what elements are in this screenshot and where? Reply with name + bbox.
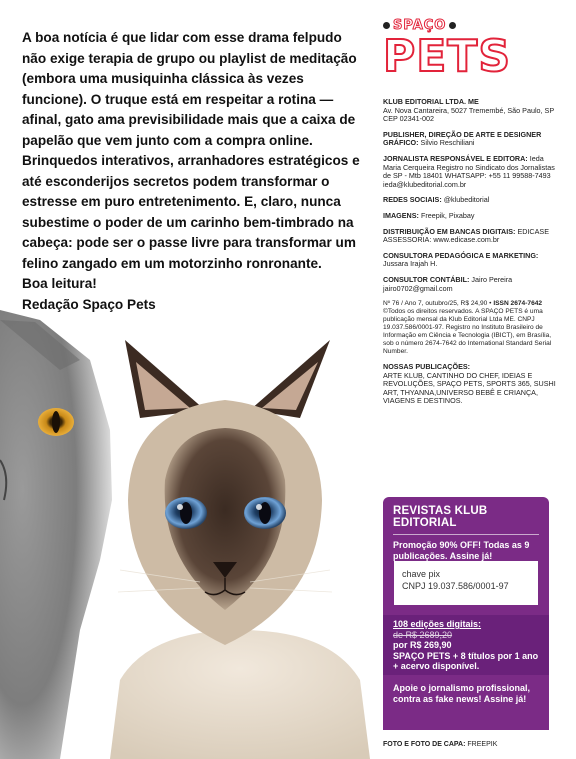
logo-top-word: SPAÇO — [393, 17, 447, 33]
accountant-value: Jairo Pereira jairo0702@gmail.com — [383, 274, 513, 293]
intro-text: A boa notícia é que lidar com esse drama felpudo não exige terapia de grupo ou playlist de meditação (embora uma musiquinha clássica às vezes funcione). O truque está em respeitar a rotina — afinal, gato ama previsibilidade mais que a caixa de papelão que vem junto com a compra online. Brinquedos interativos, arranhadores estratégicos e até esconderijos secretos podem transformar o estresse em puro entretenimento. E, claro, nunca subestime o poder de um carinho bem-timbrado na cabeça: pode ser o passe livre para transformar um felino zangado em um motorzinho ronronante. — [22, 30, 360, 271]
publications-block — [383, 363, 563, 406]
pix-value: CNPJ 19.037.586/0001-97 — [402, 580, 509, 591]
social-value: @klubeditorial — [443, 195, 490, 205]
promo-title: REVISTAS KLUB EDITORIAL — [393, 505, 488, 529]
intro-signoff: Boa leitura! — [22, 276, 97, 291]
legal-issue: Nº 76 / Ano 7, outubro/25, R$ 24,90 • — [383, 300, 492, 308]
bundle-text: SPAÇO PETS + 8 títulos por 1 ano + acervo disponível. — [393, 650, 539, 671]
publisher-address: Av. Nova Cantareira, 5027 Tremembé, São Paulo, SP CEP 02341-002 — [383, 105, 554, 124]
gray-cat — [0, 310, 112, 759]
direction-value: Silvio Reschiliani — [420, 138, 475, 148]
accountant-block — [383, 276, 563, 293]
social-block — [383, 196, 563, 205]
spaco-pets-logo — [383, 16, 512, 86]
subscription-box — [383, 497, 549, 730]
accountant-label: CONSULTOR CONTÁBIL: — [383, 274, 470, 284]
distribution-value: EDICASE ASSESSORIA: www.edicase.com.br — [383, 226, 549, 245]
masthead-column — [383, 16, 563, 406]
digital-offer — [383, 615, 549, 675]
support-text: Apoie o jornalismo profissional, contra as fake news! Assine já! — [393, 683, 531, 704]
siamese-body — [110, 630, 370, 759]
intro-signature: Redação Spaço Pets — [22, 296, 156, 312]
journalist-value: Ieda Maria Cerqueira Registro no Sindicato dos Jornalistas de SP - Mtb 18401 WHATSAPP: +55 11 99588-7493 ieda@klubeditorial.com.br — [383, 153, 555, 189]
pix-label: chave pix — [402, 569, 441, 579]
distribution-block — [383, 228, 563, 245]
legal-text: ©Todos os direitos reservados. A SPAÇO PETS é uma publicação mensal da Klub Editorial Ltda ME. CNPJ 19.037.586/0001-97. Registro no Instituto Brasileiro de Informação em Ciência e Tecnologia (IBICT), em Brasília, sob o número 2674-7642 do International Standard Serial Number. — [383, 308, 552, 356]
old-price: de R$ 2689,20 — [393, 629, 453, 640]
publications-label: NOSSAS PUBLICAÇÕES: — [383, 362, 471, 372]
social-label: REDES SOCIAIS: — [383, 195, 442, 205]
logo-main-word: PETS — [383, 31, 512, 82]
credit-value: FREEPIK — [467, 741, 498, 748]
images-value: Freepik, Pixabay — [420, 210, 475, 220]
direction-label: PUBLISHER, DIREÇÃO DE ARTE E DESIGNER GRÁFICO: — [383, 129, 542, 148]
journalist-label: JORNALISTA RESPONSÁVEL E EDITORA: — [383, 153, 528, 163]
editorial-intro — [22, 28, 367, 315]
publisher-block — [383, 98, 563, 124]
consultant-label: CONSULTORA PEDAGÓGICA E MARKETING: — [383, 250, 539, 260]
new-price: por R$ 269,90 — [393, 640, 452, 650]
consultant-value: Jussara Irajah H. — [383, 259, 438, 269]
logo-dot-right — [449, 22, 456, 29]
distribution-label: DISTRIBUIÇÃO EM BANCAS DIGITAIS: — [383, 226, 516, 236]
legal-block — [383, 300, 563, 356]
logo-dot-left — [383, 22, 390, 29]
publisher-label: KLUB EDITORIAL LTDA. ME — [383, 97, 479, 106]
credit-label: FOTO E FOTO DE CAPA: — [383, 741, 466, 748]
publications-value: ARTE KLUB, CANTINHO DO CHEF, IDEIAS E REVOLUÇÕES, SPAÇO PETS, SPORTS 365, SUSHI ART, THYANNA,UNIVERSO BEBÊ E CRIANÇA, VIAGENS E DESTINOS. — [383, 370, 556, 406]
direction-block — [383, 131, 563, 148]
photo-credit — [383, 741, 497, 748]
pix-box — [394, 561, 538, 605]
journalist-block — [383, 155, 563, 189]
images-label: IMAGENS: — [383, 210, 419, 220]
promo-offer: Promoção 90% OFF! Todas as 9 publicações. Assine já! — [393, 540, 530, 561]
images-block — [383, 212, 563, 221]
legal-issn: ISSN 2674-7642 — [493, 300, 543, 308]
cats-photo — [0, 300, 380, 759]
digital-title: 108 edições digitais: — [393, 619, 482, 629]
consultant-block — [383, 252, 563, 269]
